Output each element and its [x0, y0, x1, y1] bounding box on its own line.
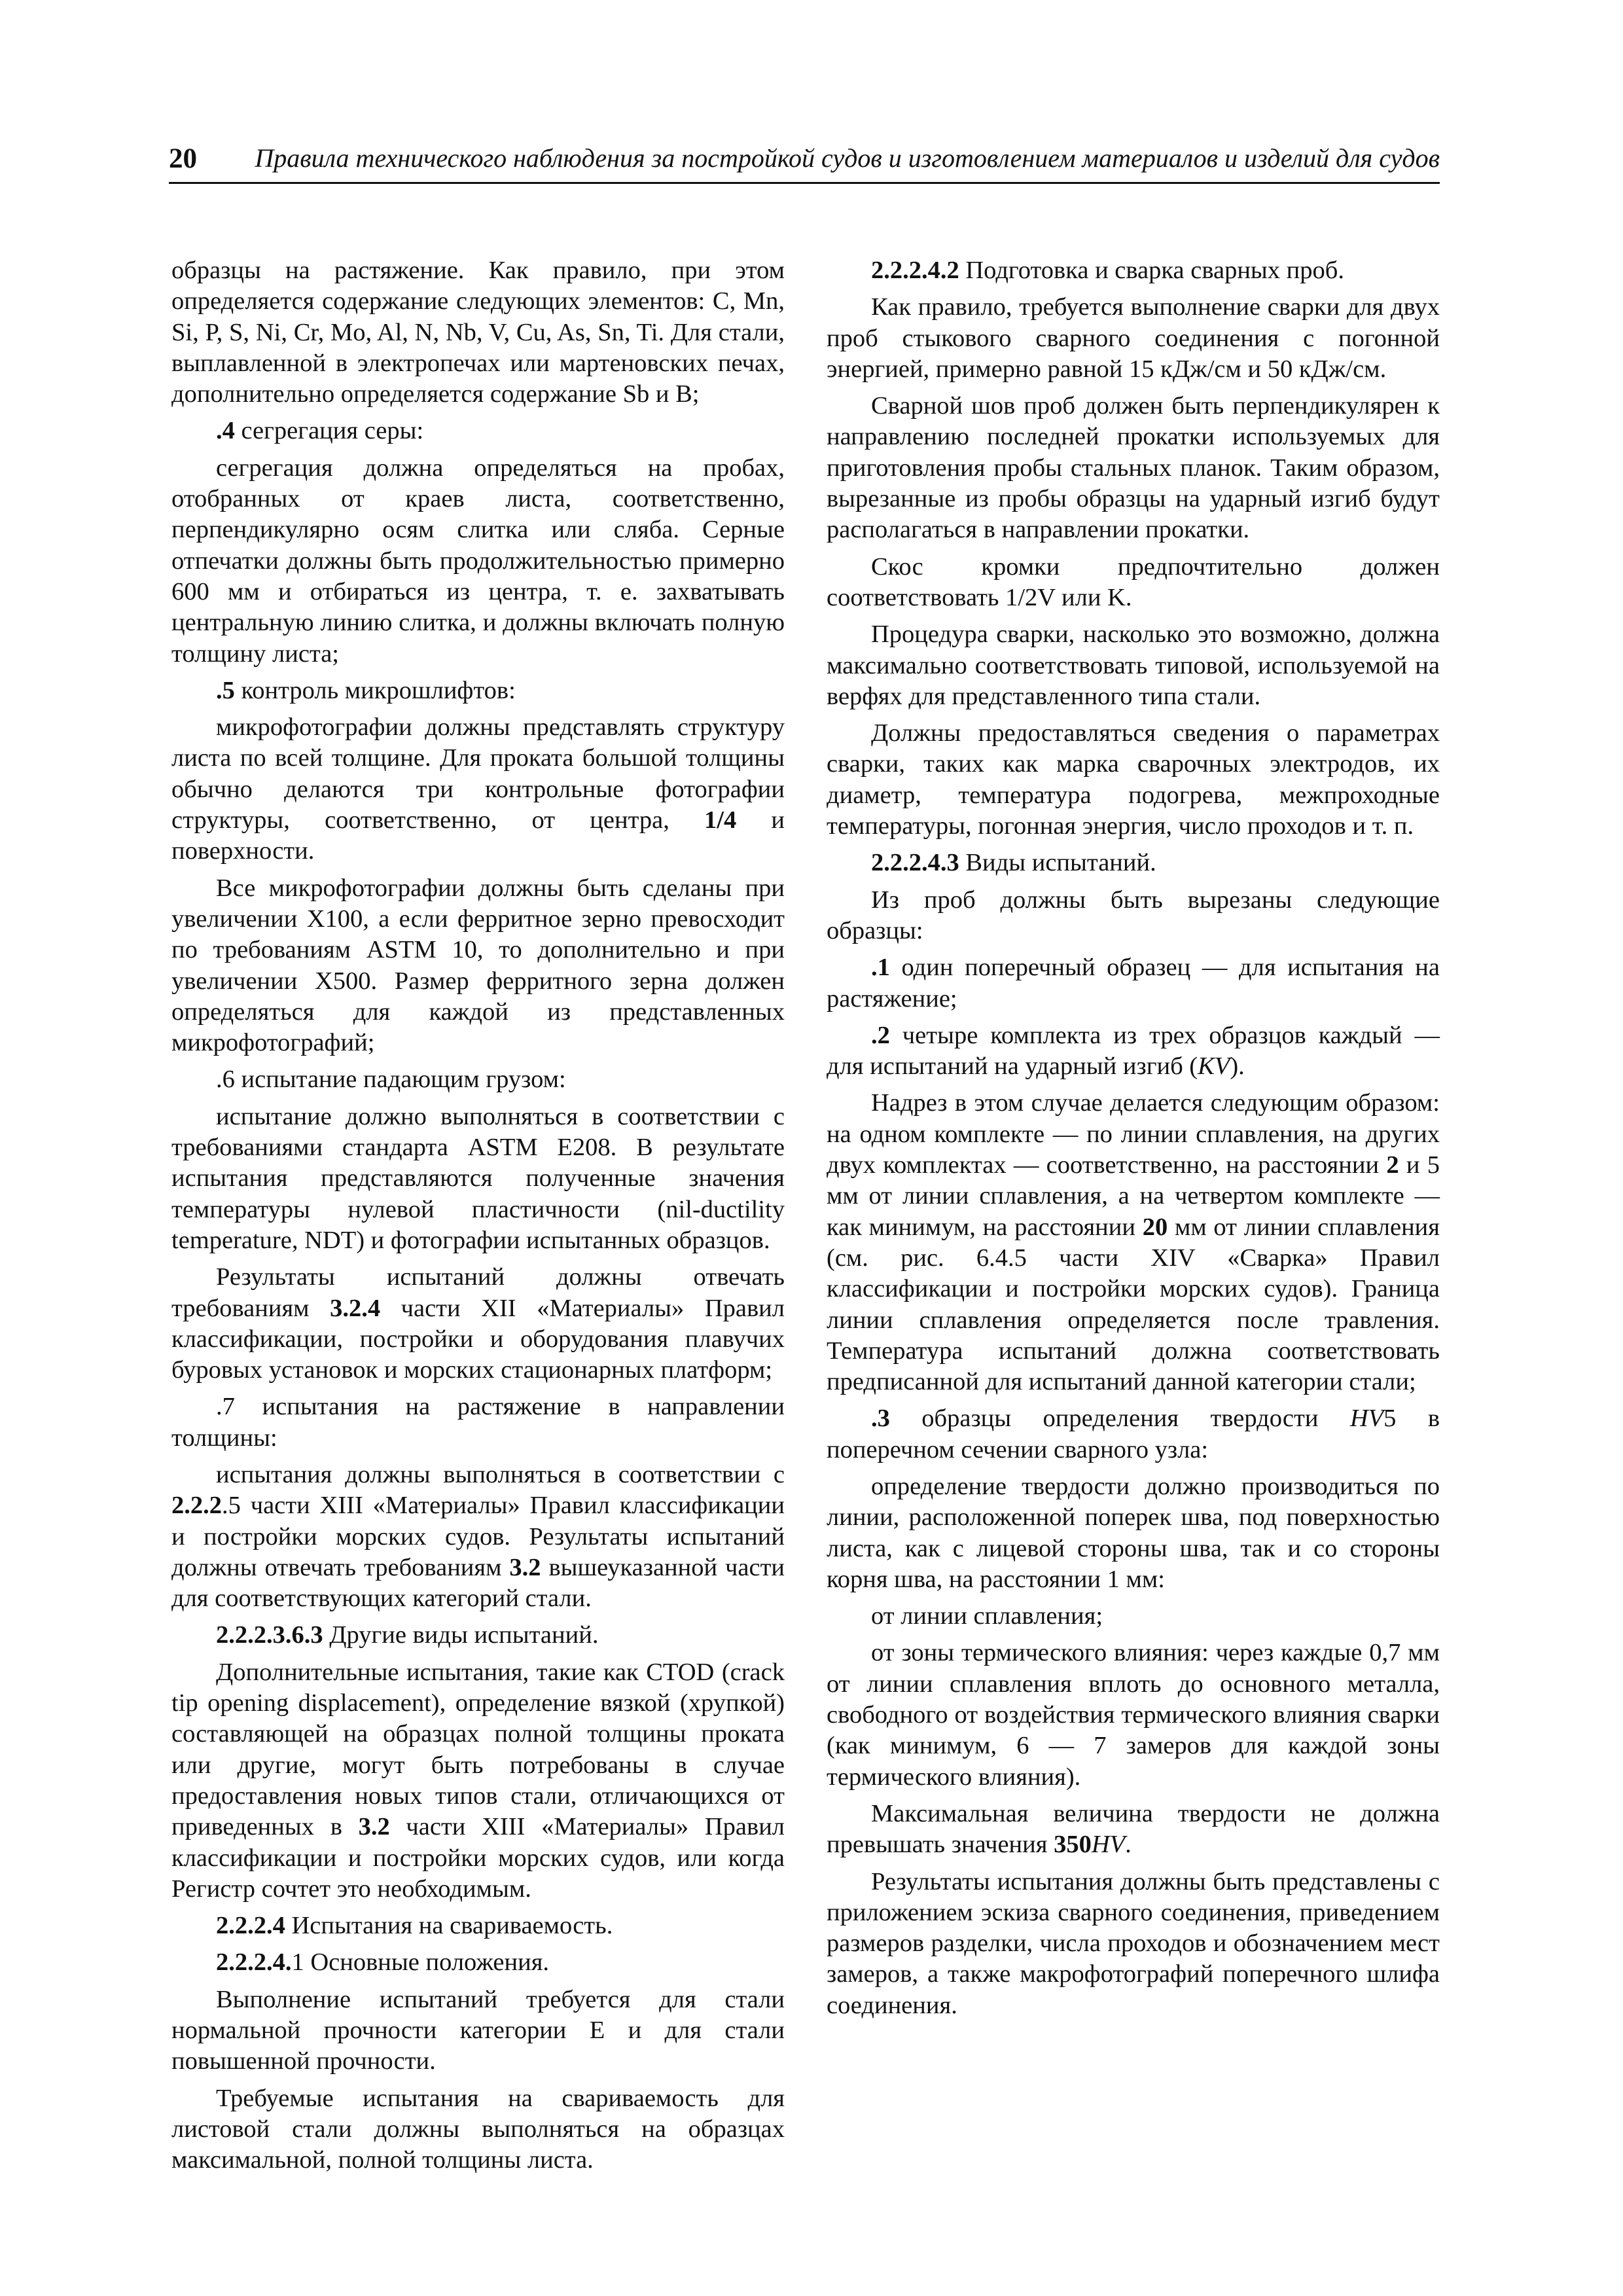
- paragraph: сегрегация должна определяться на пробах, отобранных от краев листа, соответственно, перпендикулярно осям слитка или сляба. Серные отпечатки должны быть продолжительностью примерно 600 мм и отбираться из центра, т. е. захватывать центральную линию слитка, и должны включать полную толщину листа;: [171, 454, 785, 668]
- paragraph: испытание должно выполняться в соответствии с требованиями стандарта ASTM E208. В результате испытания представляются полученные значения температуры нулевой пластичности (nil-ductility temperature, NDT) и фотографии испытанных образцов.: [171, 1102, 785, 1254]
- paragraph: Надрез в этом случае делается следующим образом: на одном комплекте — по линии сплавления, на других двух комплектах — соответственно, на расстоянии 2 и 5 мм от линии сплавления, а на четвертом комплекте — как минимум, на расстоянии 20 мм от линии сплавления (см. рис. 6.4.5 части XIV «Сварка» Правил классификации и постройки морских судов). Граница линии сплавления определяется после травления. Температура испытаний должна соответствовать предписанной для испытаний данной категории стали;: [827, 1089, 1440, 1396]
- section-heading: 2.2.2.4 Испытания на свариваемость.: [216, 1912, 613, 1940]
- paragraph: от линии сплавления;: [871, 1602, 1103, 1630]
- running-header: [169, 143, 1440, 184]
- section-heading: 2.2.2.4.3 Виды испытаний.: [871, 849, 1156, 877]
- section-heading: 2.2.2.3.6.3 Другие виды испытаний.: [216, 1621, 599, 1649]
- left-column: [171, 255, 785, 2182]
- list-item: .1 один поперечный образец — для испытания на растяжение;: [827, 954, 1440, 1013]
- running-title: Правила технического наблюдения за постройкой судов и изготовлением материалов и изделий для судов: [255, 143, 1440, 173]
- list-item: .3 образцы определения твердости HV5 в поперечном сечении сварного узла:: [827, 1405, 1440, 1463]
- paragraph: Процедура сварки, насколько это возможно, должна максимально соответствовать типовой, используемой на верфях для представленного типа стали.: [827, 620, 1440, 710]
- paragraph: Максимальная величина твердости не должна превышать значения 350HV.: [827, 1799, 1440, 1859]
- paragraph: Выполнение испытаний требуется для стали нормальной прочности категории E и для стали повышенной прочности.: [171, 1985, 785, 2075]
- paragraph: Должны предоставляться сведения о параметрах сварки, таких как марка сварочных электродов, их диаметр, температура подогрева, межпроходные температуры, погонная энергия, число проходов и т. п.: [827, 719, 1440, 840]
- paragraph: Из проб должны быть вырезаны следующие образцы:: [827, 886, 1440, 944]
- paragraph: Сварной шов проб должен быть перпендикулярен к направлению последней прокатки используемых для приготовления пробы стальных планок. Таким образом, вырезанные из пробы образцы на ударный изгиб будут располагаться в направлении прокатки.: [827, 392, 1440, 544]
- paragraph: определение твердости должно производиться по линии, расположенной поперек шва, под поверхностью листа, как с лицевой стороны шва, так и со стороны корня шва, на расстоянии 1 мм:: [827, 1472, 1440, 1593]
- right-column: [827, 255, 1440, 2027]
- paragraph: Все микрофотографии должны быть сделаны при увеличении X100, а если ферритное зерно превосходит по требованиям ASTM 10, то дополнительно и при увеличении X500. Размер ферритного зерна должен определяться для каждой из представленных микрофотографий;: [171, 874, 785, 1057]
- paragraph: Результаты испытаний должны отвечать требованиям 3.2.4 части XII «Материалы» Правил классификации, постройки и оборудования плавучих буровых установок и морских стационарных платформ;: [171, 1263, 785, 1384]
- paragraph: Как правило, требуется выполнение сварки для двух проб стыкового сварного соединения с погонной энергией, примерно равной 15 кДж/см и 50 кДж/см.: [827, 293, 1440, 383]
- paragraph: Дополнительные испытания, такие как CTOD (crack tip opening displacement), определение вязкой (хрупкой) составляющей на образцах полной толщины проката или другие, могут быть потребованы в случае предоставления новых типов стали, отличающихся от приведенных в 3.2 части XIII «Материалы» Правил классификации и постройки морских судов, или когда Регистр сочтет это необходимым.: [171, 1658, 785, 1903]
- list-item-heading: .6 испытание падающим грузом:: [216, 1066, 566, 1094]
- list-item: .2 четыре комплекта из трех образцов каждый — для испытаний на ударный изгиб (KV).: [827, 1021, 1440, 1081]
- list-item-heading: .7 испытания на растяжение в направлении толщины:: [171, 1393, 785, 1452]
- paragraph: от зоны термического влияния: через каждые 0,7 мм от линии сплавления вплоть до основного металла, свободного от воздействия термического влияния сварки (как минимум, 6 — 7 замеров для каждой зоны термического влияния).: [827, 1639, 1440, 1791]
- paragraph: испытания должны выполняться в соответствии с 2.2.2.5 части XIII «Материалы» Правил классификации и постройки морских судов. Результаты испытаний должны отвечать требованиям 3.2 вышеуказанной части для соответствующих категорий стали.: [171, 1460, 785, 1613]
- paragraph: образцы на растяжение. Как правило, при этом определяется содержание следующих элементов: C, Mn, Si, P, S, Ni, Cr, Mo, Al, N, Nb, V, Cu, As, Sn, Ti. Для стали, выплавленной в электропечах или мартеновских печах, дополнительно определяется содержание Sb и B;: [171, 257, 785, 408]
- list-item-heading: .4 сегрегация серы:: [216, 417, 424, 445]
- list-item-heading: .5 контроль микрошлифтов:: [216, 676, 516, 704]
- page-number: 20: [169, 143, 197, 174]
- paragraph: Скос кромки предпочтительно должен соответствовать 1/2V или K.: [827, 552, 1440, 611]
- section-heading: 2.2.2.4.2 Подготовка и сварка сварных проб.: [871, 257, 1344, 284]
- paragraph: Результаты испытания должны быть представлены с приложением эскиза сварного соединения, приведением размеров разделки, числа проходов и обозначением мест замеров, а также макрофотографий поперечного шлифа соединения.: [827, 1867, 1440, 2019]
- paragraph: микрофотографии должны представлять структуру листа по всей толщине. Для проката большой толщины обычно делаются три контрольные фотографии структуры, соответственно, от центра, 1/4 и поверхности.: [171, 713, 785, 865]
- section-heading: 2.2.2.4.1 Основные положения.: [216, 1948, 550, 1977]
- paragraph: Требуемые испытания на свариваемость для листовой стали должны выполняться на образцах максимальной, полной толщины листа.: [171, 2084, 785, 2174]
